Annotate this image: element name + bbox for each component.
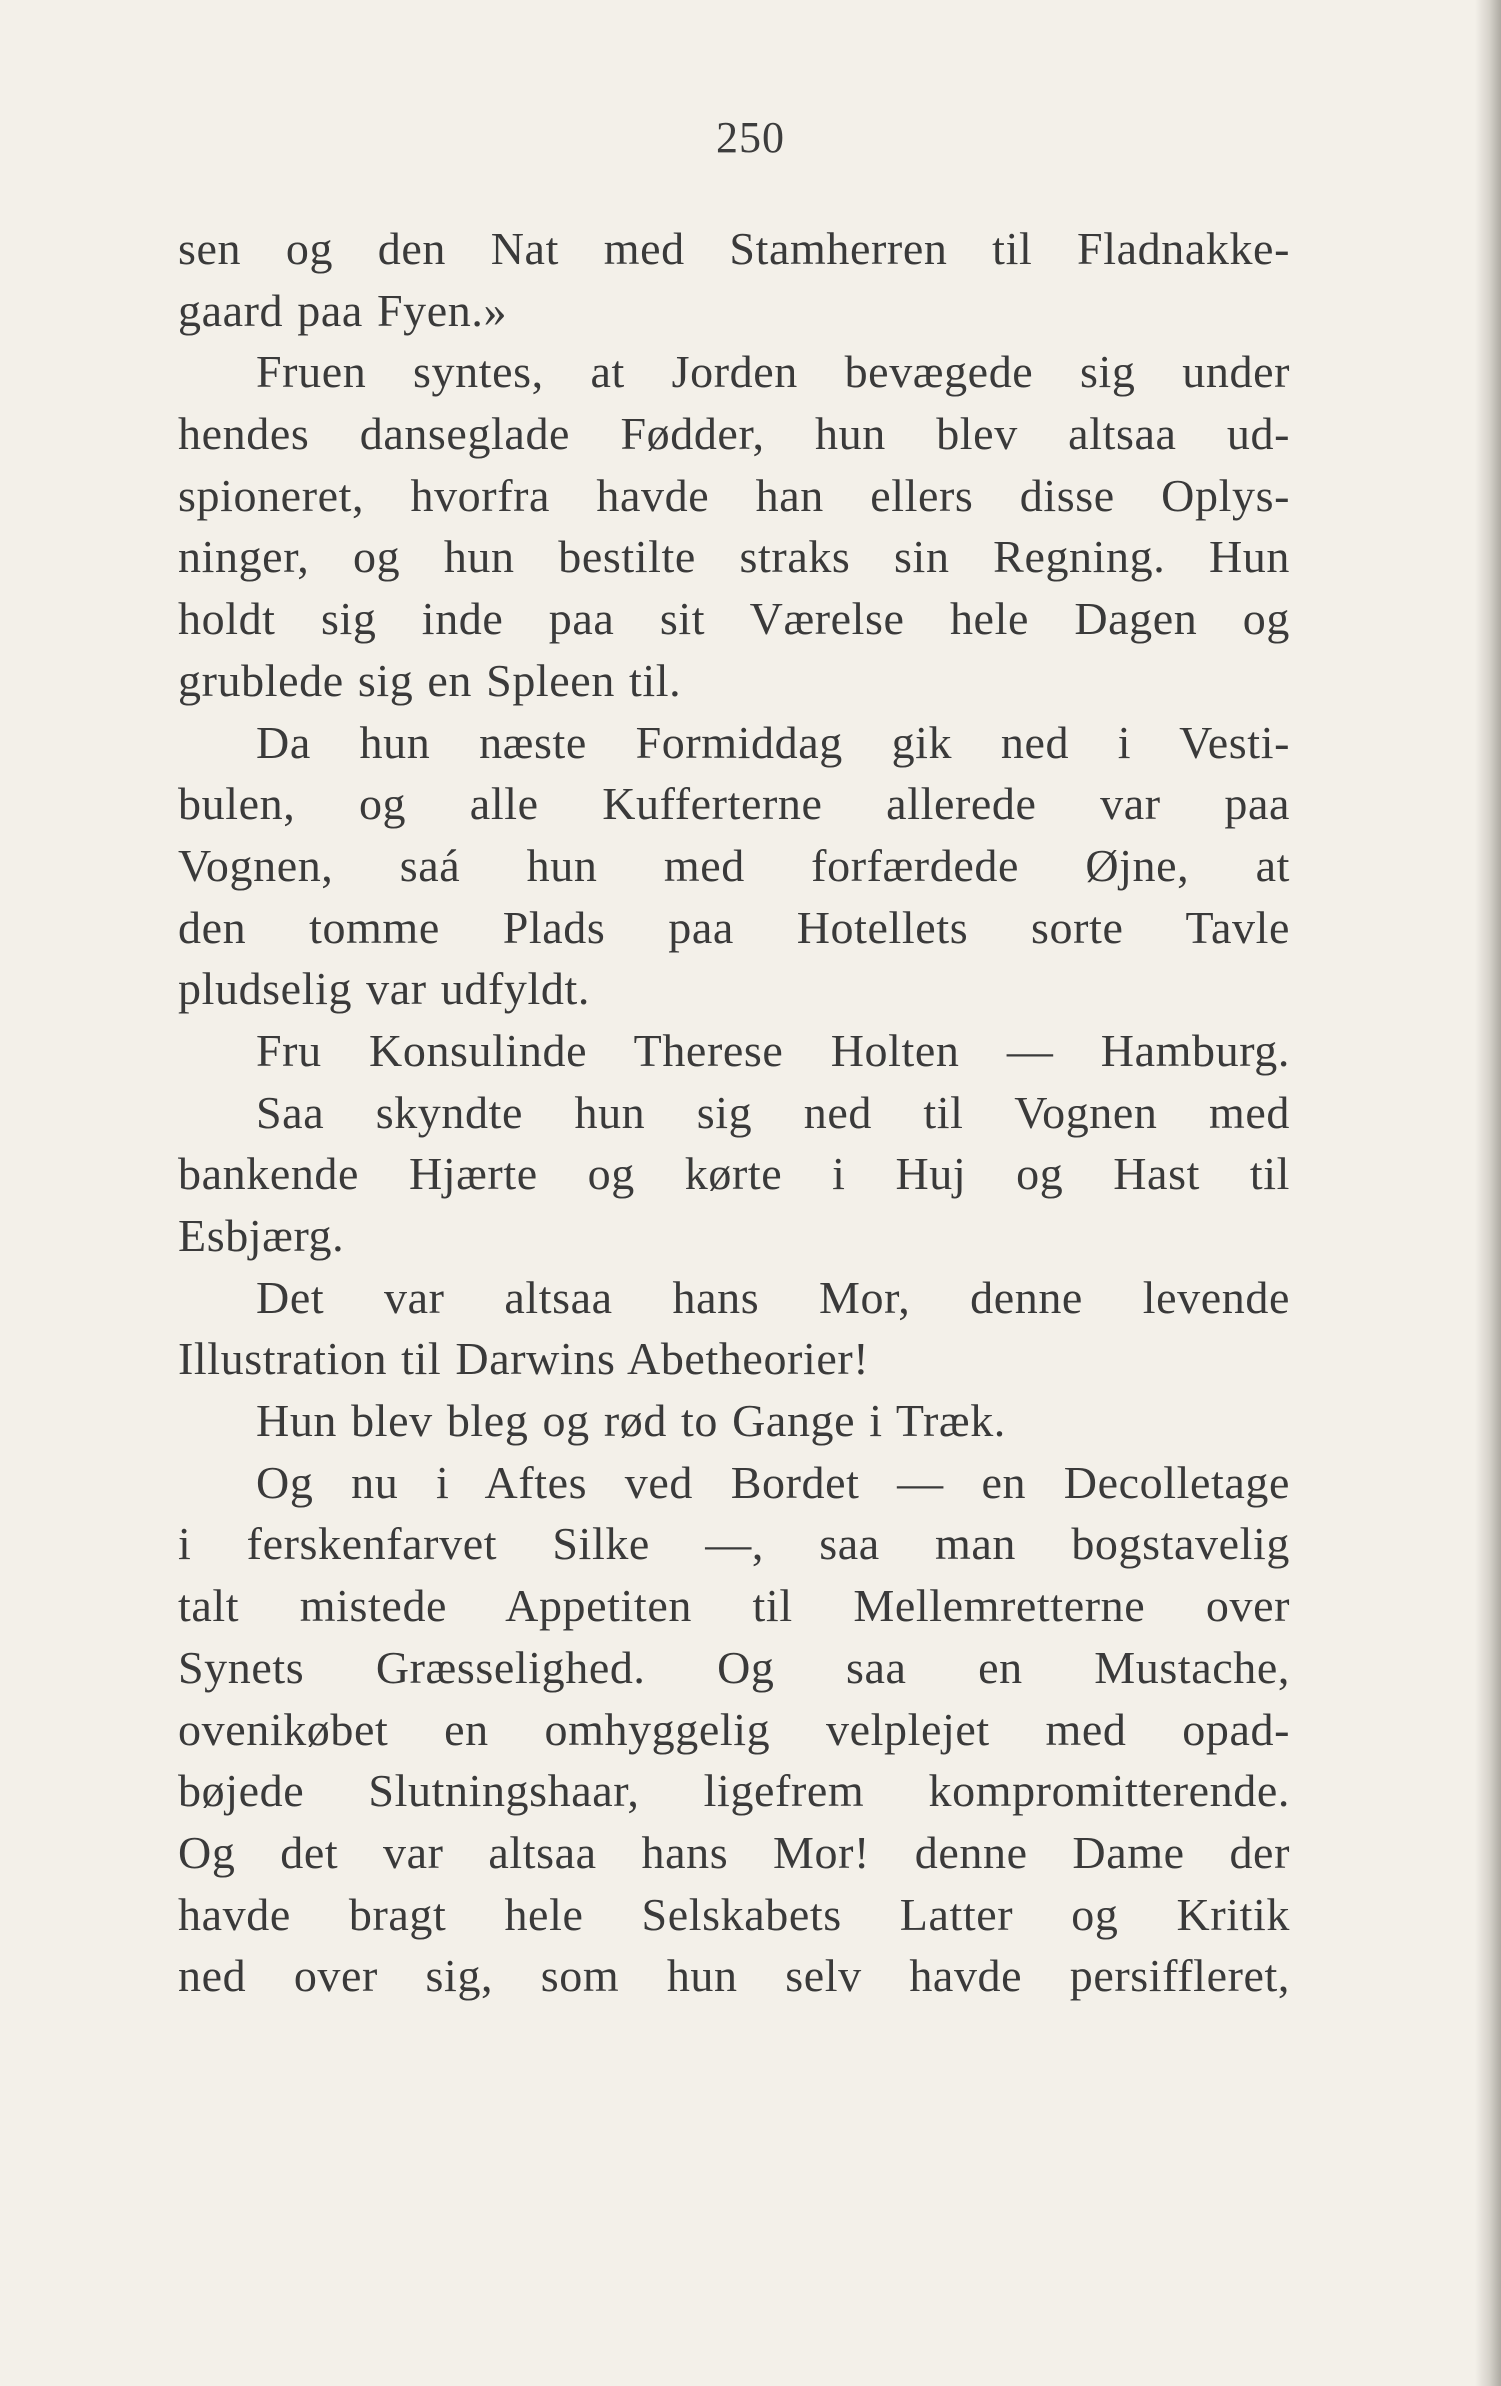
text-line: den tomme Plads paa Hotellets sorte Tavle (178, 901, 1290, 953)
text-line: ovenikøbet en omhyggelig velplejet med opad- (178, 1703, 1290, 1755)
text-line: Vognen, saá hun med forfærdede Øjne, at (178, 839, 1290, 891)
text-line: bulen, og alle Kufferterne allerede var paa (178, 778, 1290, 830)
page-number: 250 (716, 113, 785, 162)
text-line: Fruen syntes, at Jorden bevægede sig under (256, 346, 1290, 398)
text-line: grublede sig en Spleen til. (178, 654, 682, 706)
text-line: gaard paa Fyen.» (178, 284, 508, 336)
text-line: Esbjærg. (178, 1210, 345, 1261)
text-line: pludselig var udfyldt. (178, 963, 590, 1015)
text-line: Da hun næste Formiddag gik ned i Vesti- (256, 716, 1290, 768)
text-line: Illustration til Darwins Abetheorier! (178, 1333, 870, 1385)
text-line: spioneret, hvorfra havde han ellers disse Oplys- (178, 469, 1290, 521)
text-line: holdt sig inde paa sit Værelse hele Dagen og (178, 593, 1290, 645)
body-text (178, 218, 1290, 2007)
text-line: Og nu i Aftes ved Bordet — en Decolletage (256, 1456, 1290, 1508)
text-line: i ferskenfarvet Silke —, saa man bogstavelig (178, 1518, 1290, 1570)
text-line: Synets Græsselighed. Og saa en Mustache, (178, 1641, 1290, 1693)
text-line: hendes danseglade Fødder, hun blev altsaa ud- (178, 408, 1290, 460)
text-line: ninger, og hun bestilte straks sin Regning. Hun (178, 531, 1290, 583)
text-line: Fru Konsulinde Therese Holten — Hamburg. (256, 1024, 1290, 1076)
text-line: talt mistede Appetiten til Mellemretterne over (178, 1580, 1290, 1632)
page-edge-shadow (1475, 0, 1501, 2386)
text-line: bankende Hjærte og kørte i Huj og Hast til (178, 1148, 1290, 1200)
text-line: Det var altsaa hans Mor, denne levende (256, 1271, 1290, 1323)
text-line: Saa skyndte hun sig ned til Vognen med (256, 1086, 1290, 1138)
text-line: havde bragt hele Selskabets Latter og Kritik (178, 1888, 1290, 1940)
text-line: Og det var altsaa hans Mor! denne Dame der (178, 1826, 1290, 1878)
text-line: ned over sig, som hun selv havde persiffleret, (178, 1950, 1290, 2002)
text-line: sen og den Nat med Stamherren til Fladnakke- (178, 223, 1290, 274)
text-line: bøjede Slutningshaar, ligefrem kompromitterende. (178, 1765, 1290, 1817)
text-line: Hun blev bleg og rød to Gange i Træk. (256, 1395, 1006, 1447)
